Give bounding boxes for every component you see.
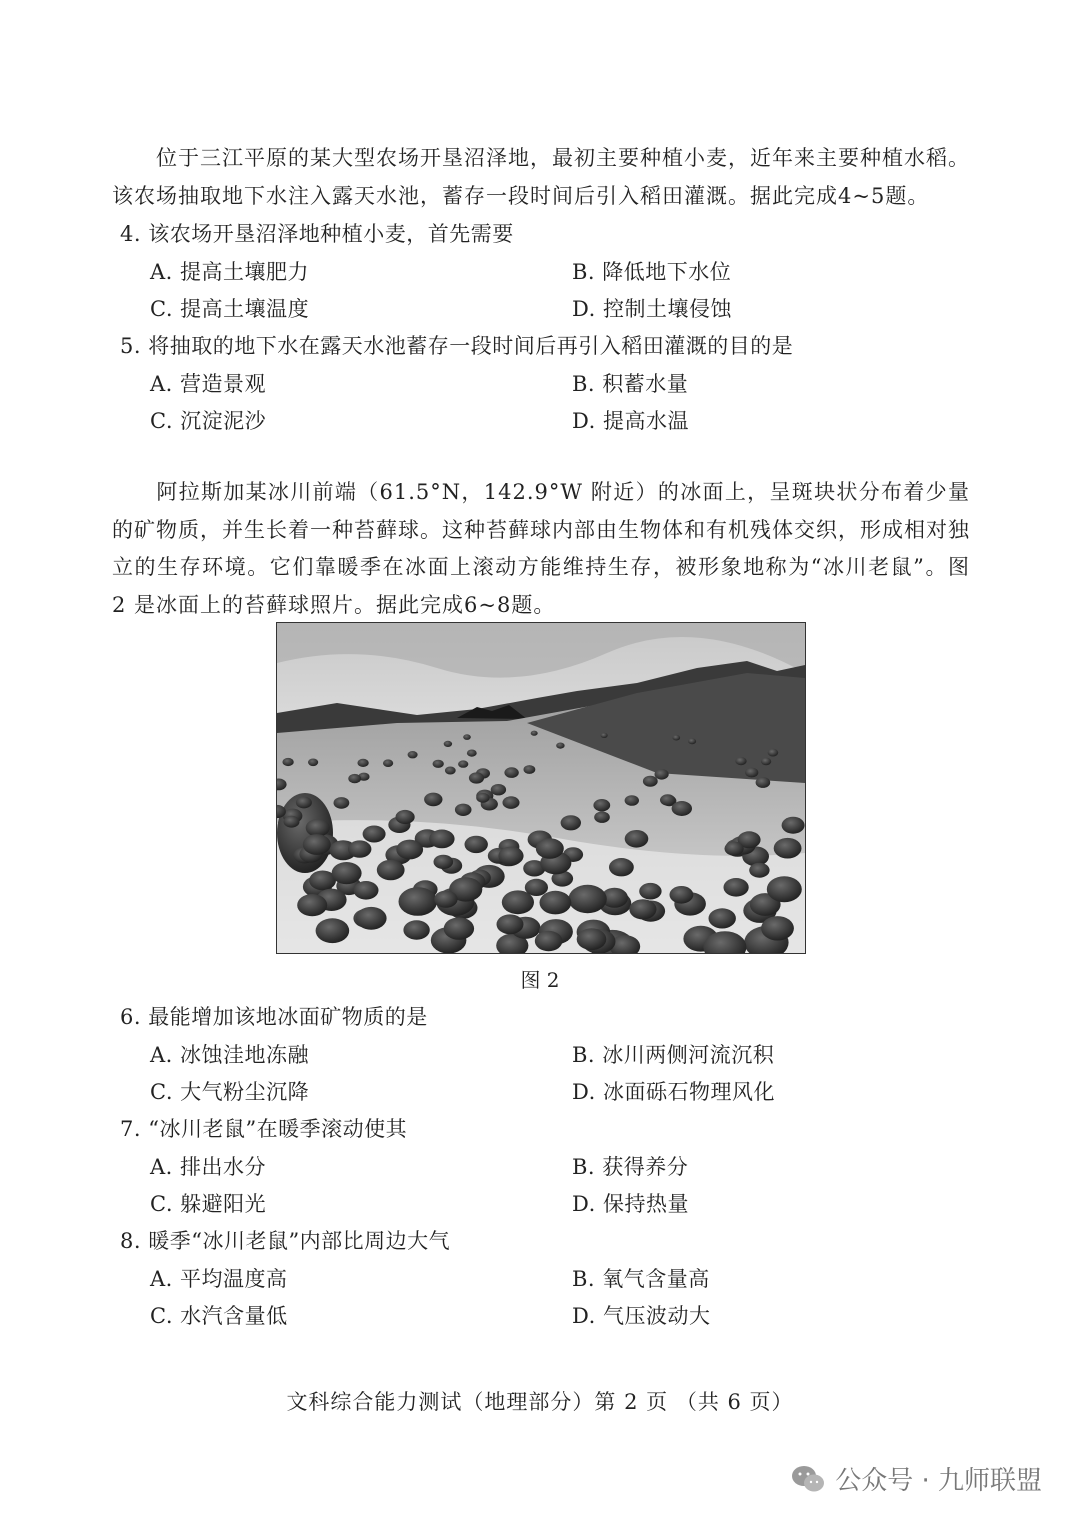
question-6-stem: 6. 最能增加该地冰面矿物质的是 (120, 1005, 428, 1029)
moss-ball (709, 908, 736, 928)
figure-caption: 图 2 (520, 968, 560, 992)
moss-ball (303, 834, 331, 855)
q5-option-d: D. 提高水温 (572, 409, 689, 433)
moss-ball (673, 735, 681, 741)
moss-ball (568, 885, 606, 913)
moss-ball (455, 804, 472, 816)
moss-ball (408, 751, 418, 758)
moss-ball (670, 886, 694, 904)
moss-ball (536, 838, 564, 859)
moss-ball (429, 830, 454, 849)
moss-ball (594, 812, 610, 823)
moss-ball (767, 876, 802, 902)
moss-ball (577, 928, 607, 950)
moss-ball (524, 765, 536, 774)
moss-ball (383, 759, 393, 767)
question-8-stem: 8. 暖季“冰川老鼠”内部比周边大气 (120, 1229, 451, 1253)
moss-ball (433, 760, 444, 768)
moss-ball (354, 881, 379, 900)
moss-ball (283, 758, 294, 766)
moss-ball (444, 917, 474, 939)
moss-ball (688, 738, 696, 744)
q6-option-b: B. 冰川两侧河流沉积 (572, 1043, 775, 1067)
moss-ball (756, 777, 771, 788)
passage-1 (112, 140, 970, 215)
moss-ball (467, 750, 477, 757)
moss-ball (629, 899, 656, 919)
moss-ball (643, 776, 658, 787)
moss-ball (625, 830, 649, 848)
glacier-photo-illustration (277, 623, 805, 953)
moss-ball (316, 918, 350, 943)
moss-ball (476, 793, 489, 803)
moss-ball (535, 931, 563, 951)
moss-ball (444, 741, 452, 747)
moss-ball (593, 799, 610, 811)
moss-ball (332, 862, 362, 884)
q4-option-a: A. 提高土壤肥力 (150, 260, 310, 284)
q8-option-a: A. 平均温度高 (150, 1267, 288, 1291)
wechat-icon (791, 1464, 825, 1494)
moss-ball (348, 840, 371, 857)
moss-ball (660, 794, 675, 805)
q7-option-a: A. 排出水分 (150, 1155, 267, 1179)
moss-ball (761, 758, 771, 766)
moss-ball (625, 795, 639, 806)
moss-ball (284, 816, 300, 828)
passage-1-text: 位于三江平原的某大型农场开垦沼泽地，最初主要种植小麦，近年来主要种植水稻。该农场抽取地下水注入露天水池，蓄存一段时间后引入稻田灌溉。据此完成4~5题。 (112, 146, 970, 208)
moss-ball (348, 774, 361, 783)
moss-ball (531, 731, 538, 736)
moss-ball (498, 847, 523, 866)
q8-option-b: B. 氧气含量高 (572, 1267, 710, 1291)
moss-ball (745, 768, 758, 778)
moss-ball (403, 920, 429, 939)
question-7-stem: 7. “冰川老鼠”在暖季滚动使其 (120, 1117, 408, 1141)
moss-ball (724, 878, 749, 897)
q6-option-a: A. 冰蚀洼地冻融 (150, 1043, 310, 1067)
moss-ball (609, 858, 634, 876)
moss-ball (399, 887, 438, 916)
moss-ball (672, 801, 692, 816)
q8-option-c: C. 水汽含量低 (150, 1304, 288, 1328)
moss-ball (465, 836, 488, 853)
moss-ball (445, 767, 456, 775)
moss-ball (469, 772, 484, 783)
moss-ball (556, 743, 564, 749)
moss-ball (768, 749, 779, 757)
moss-ball (497, 914, 524, 934)
q8-option-d: D. 气压波动大 (572, 1304, 711, 1328)
moss-ball (601, 733, 608, 738)
moss-ball (358, 759, 369, 767)
q4-option-b: B. 降低地下水位 (572, 260, 732, 284)
moss-ball (525, 879, 548, 896)
q5-option-c: C. 沉淀泥沙 (150, 409, 267, 433)
moss-ball (725, 842, 744, 856)
moss-ball (540, 891, 572, 915)
moss-ball (377, 860, 405, 881)
moss-ball (491, 784, 506, 795)
moss-ball (458, 760, 468, 767)
moss-ball (463, 734, 471, 740)
moss-ball (334, 797, 350, 809)
moss-ball (297, 894, 327, 916)
moss-ball (296, 797, 312, 809)
moss-ball (424, 793, 442, 807)
q7-option-b: B. 获得养分 (572, 1155, 689, 1179)
question-5-stem: 5. 将抽取的地下水在露天水池蓄存一段时间后再引入稻田灌溉的目的是 (120, 334, 794, 358)
page-footer: 文科综合能力测试（地理部分）第 2 页 （共 6 页） (286, 1390, 794, 1414)
moss-ball (356, 907, 387, 930)
moss-ball (503, 796, 520, 809)
moss-ball (761, 916, 794, 940)
q4-option-d: D. 控制土壤侵蚀 (572, 297, 732, 321)
moss-ball (308, 759, 318, 767)
moss-ball (639, 883, 661, 900)
moss-ball (396, 840, 423, 860)
watermark-text: 公众号 · 九师联盟 (835, 1466, 1042, 1496)
q5-option-b: B. 积蓄水量 (572, 372, 689, 396)
moss-ball (655, 769, 669, 780)
question-4-stem: 4. 该农场开垦沼泽地种植小麦，首先需要 (120, 222, 514, 246)
moss-ball (749, 863, 769, 878)
q7-option-d: D. 保持热量 (572, 1192, 689, 1216)
moss-ball (561, 815, 581, 830)
moss-ball (504, 767, 518, 778)
moss-ball (396, 810, 415, 824)
q7-option-c: C. 躲避阳光 (150, 1192, 267, 1216)
moss-ball (434, 891, 457, 908)
moss-ball (735, 757, 746, 765)
q6-option-c: C. 大气粉尘沉降 (150, 1080, 310, 1104)
moss-ball-photo (276, 622, 806, 954)
q6-option-d: D. 冰面砾石物理风化 (572, 1080, 775, 1104)
passage-2-text: 阿拉斯加某冰川前端（61.5°N，142.9°W 附近）的冰面上，呈斑块状分布着少量的矿物质，并生长着一种苔藓球。这种苔藓球内部由生物体和有机残体交织，形成相对独立的生存环境。它们靠暖季在冰面上滚动方能维持生存，被形象地称为“冰川老鼠”。图 2 是冰面上的苔藓球照片。据此完成6~8题。 (112, 480, 970, 617)
q4-option-c: C. 提高土壤温度 (150, 297, 310, 321)
passage-2 (112, 474, 970, 624)
moss-ball (363, 826, 386, 843)
moss-ball (782, 817, 805, 834)
q5-option-a: A. 营造景观 (150, 372, 267, 396)
moss-ball (774, 838, 802, 859)
watermark (791, 1460, 1042, 1497)
moss-ball (306, 819, 330, 837)
moss-ball (434, 855, 454, 869)
